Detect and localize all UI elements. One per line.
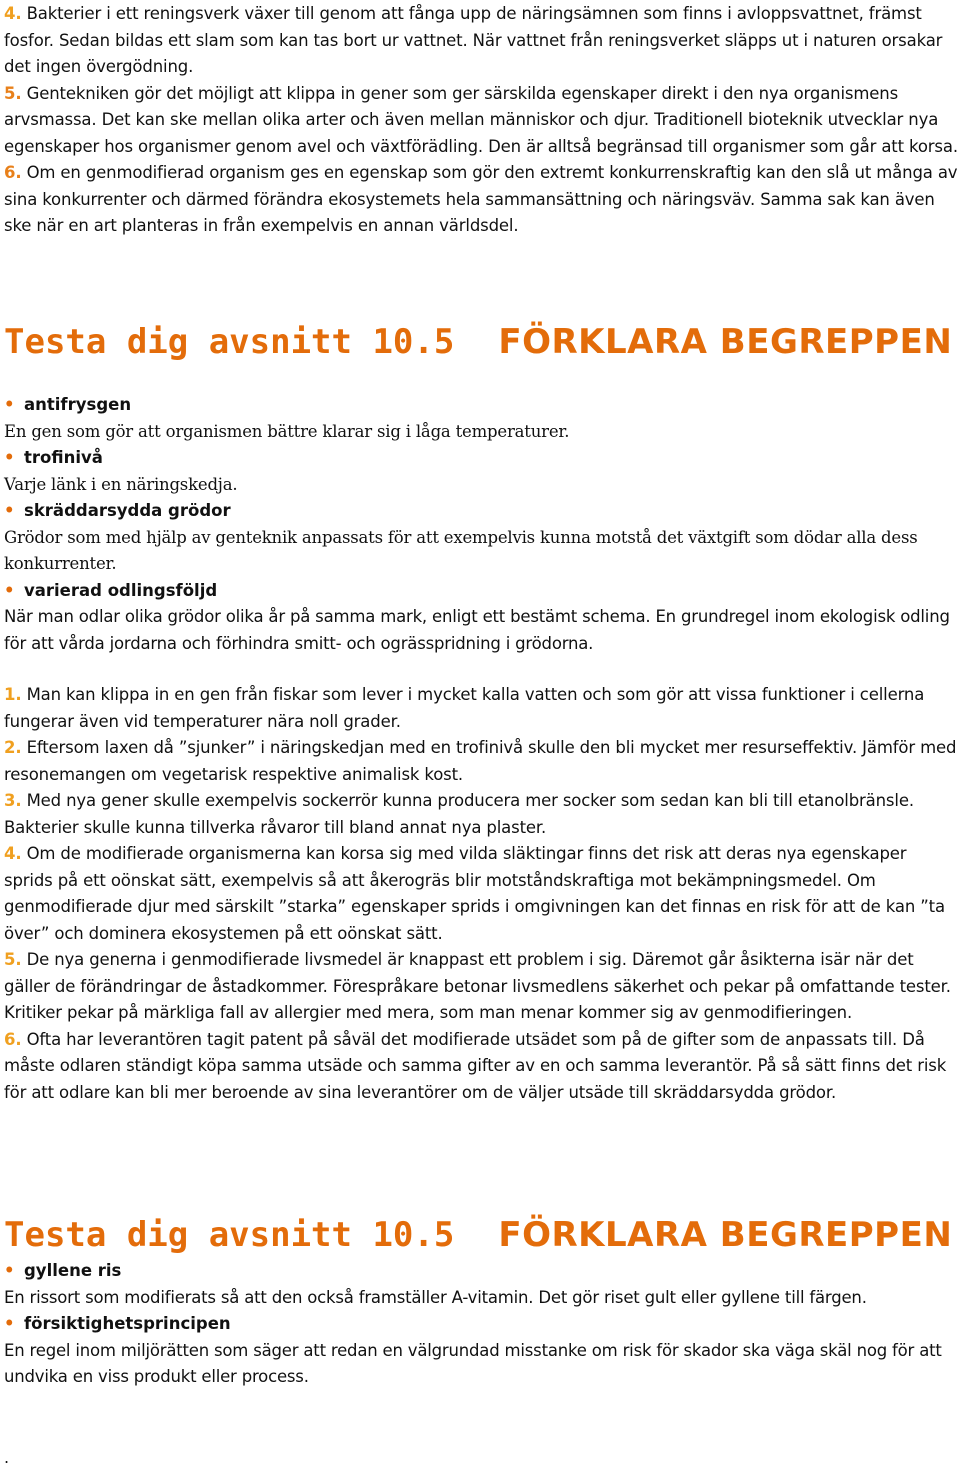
- intro-item: [4, 81, 958, 161]
- term-label: gyllene ris: [24, 1261, 122, 1280]
- intro-item: [4, 160, 958, 240]
- section-heading-right: FÖRKLARA BEGREPPEN: [498, 1215, 953, 1255]
- bullet-icon: •: [4, 580, 15, 600]
- item-text: Om de modifierade organismerna kan korsa sig med vilda släktingar finns det risk att deras nya egenskaper sprids på ett oönskat sätt, exempelvis så att åkerogräs blir motståndskraftiga mot bekämpningsmedel. Om genmodifierade djur med särskilt ”starka” egenskaper sprids i omgivningen kan det finnas en risk för att de kan ”ta över” och dominera ekosystemen på ett oönskat sätt.: [4, 844, 945, 943]
- term-item: [4, 578, 958, 605]
- item-number: 5.: [4, 950, 22, 969]
- answer-item: [4, 788, 958, 841]
- item-text: De nya generna i genmodifierade livsmedel är knappast ett problem i sig. Däremot går åsikterna isär när det gäller de förändringar de åstadkommer. Förespråkare betonar livsmedlens säkerhet och pekar på omfattande tester. Kritiker pekar på märkliga fall av allergier med mera, som man menar kommer sig av genmodifieringen.: [4, 950, 951, 1022]
- terms-list: [4, 1258, 958, 1391]
- item-text: Man kan klippa in en gen från fiskar som lever i mycket kalla vatten och som gör att vissa funktioner i cellerna fungerar även vid temperaturer nära noll grader.: [4, 685, 925, 731]
- item-text: Med nya gener skulle exempelvis sockerrör kunna producera mer socker som sedan kan bli till etanolbränsle. Bakterier skulle kunna tillverka råvaror till bland annat nya plaster.: [4, 791, 914, 837]
- item-text: Om en genmodifierad organism ges en egenskap som gör den extremt konkurrenskraftig kan den slå ut många av sina konkurrenter och därmed förändra ekosystemets hela sammansättning och näringsväv. Samma sak kan även ske när en art planteras in från exempelvis en annan världsdel.: [4, 163, 958, 235]
- term-item: [4, 1311, 958, 1338]
- item-number: 4.: [4, 4, 22, 23]
- item-text: Gentekniken gör det möjligt att klippa in gener som ger särskilda egenskaper direkt i den nya organismens arvsmassa. Det kan ske mellan olika arter och även mellan människor och djur. Traditionell bioteknik utvecklar nya egenskaper hos organismer genom avel och växtförädling. Den är alltså begränsad till organismer som går att korsa.: [4, 83, 958, 156]
- term-item: [4, 392, 958, 419]
- item-number: 1.: [4, 685, 22, 704]
- term-definition: När man odlar olika grödor olika år på samma mark, enligt ett bestämt schema. En grundregel inom ekologisk odling för att vårda jordarna och förhindra smitt- och ogrässpridning i grödorna.: [4, 607, 950, 653]
- answer-item: [4, 947, 958, 1027]
- section-heading-right: FÖRKLARA BEGREPPEN: [498, 322, 953, 362]
- term-label: antifrysgen: [24, 395, 132, 414]
- intro-item: [4, 1, 958, 81]
- term-item: [4, 498, 958, 525]
- bullet-icon: •: [4, 395, 15, 414]
- item-number: 4.: [4, 844, 22, 863]
- item-number: 6.: [4, 1029, 22, 1049]
- term-label: trofinivå: [24, 448, 103, 467]
- item-number: 3.: [4, 791, 22, 810]
- answer-item: [4, 841, 958, 947]
- section-heading-left: Testa dig avsnitt 10.5: [4, 322, 455, 362]
- intro-section: [4, 1, 958, 240]
- answer-item: [4, 682, 958, 735]
- term-definition: En regel inom miljörätten som säger att redan en välgrundad misstanke om risk för skador ska väga skäl nog för att undvika en viss produkt eller process.: [4, 1340, 942, 1386]
- term-definition: Varje länk i en näringskedja.: [4, 474, 238, 494]
- term-label: varierad odlingsföljd: [24, 580, 218, 600]
- bullet-icon: •: [4, 448, 15, 467]
- footer-dot: .: [4, 1448, 10, 1467]
- term-item: [4, 1258, 958, 1285]
- term-definition: Grödor som med hjälp av genteknik anpassats för att exempelvis kunna motstå det växtgift som dödar alla dess konkurrenter.: [4, 527, 918, 573]
- term-definition: En rissort som modifierats så att den också framställer A-vitamin. Det gör riset gult eller gyllene till färgen.: [4, 1287, 867, 1307]
- item-text: Ofta har leverantören tagit patent på såväl det modifierade utsädet som på de gifter som de anpassats till. Då måste odlaren ständigt köpa samma utsäde och samma gifter av en och samma leverantör. På så sätt finns det risk för att odlare kan bli mer beroende av sina leverantörer om de väljer utsäde till skräddarsydda grödor.: [4, 1029, 947, 1102]
- term-definition: En gen som gör att organismen bättre klarar sig i låga temperaturer.: [4, 421, 570, 441]
- bullet-icon: •: [4, 501, 15, 520]
- term-label: skräddarsydda grödor: [24, 501, 231, 520]
- item-text: Eftersom laxen då ”sjunker” i näringskedjan med en trofinivå skulle den bli mycket mer resurseffektiv. Jämför med resonemangen om vegetarisk respektive animalisk kost.: [4, 738, 957, 784]
- item-number: 5.: [4, 83, 22, 103]
- bullet-icon: •: [4, 1314, 15, 1333]
- term-item: [4, 445, 958, 472]
- section-heading-left: Testa dig avsnitt 10.5: [4, 1215, 455, 1255]
- term-label: försiktighetsprincipen: [24, 1314, 231, 1333]
- answer-item: [4, 735, 958, 788]
- item-number: 6.: [4, 163, 22, 182]
- bullet-icon: •: [4, 1261, 15, 1280]
- section-heading: [4, 1215, 952, 1255]
- answer-item: [4, 1027, 958, 1107]
- item-number: 2.: [4, 738, 22, 757]
- answers-section: [4, 682, 958, 1106]
- item-text: Bakterier i ett reningsverk växer till genom att fånga upp de näringsämnen som finns i avloppsvattnet, främst fosfor. Sedan bildas ett slam som kan tas bort ur vattnet. När vattnet från reningsverket släpps ut i naturen orsakar det ingen övergödning.: [4, 4, 943, 76]
- terms-list: [4, 392, 958, 657]
- section-heading: [4, 322, 952, 362]
